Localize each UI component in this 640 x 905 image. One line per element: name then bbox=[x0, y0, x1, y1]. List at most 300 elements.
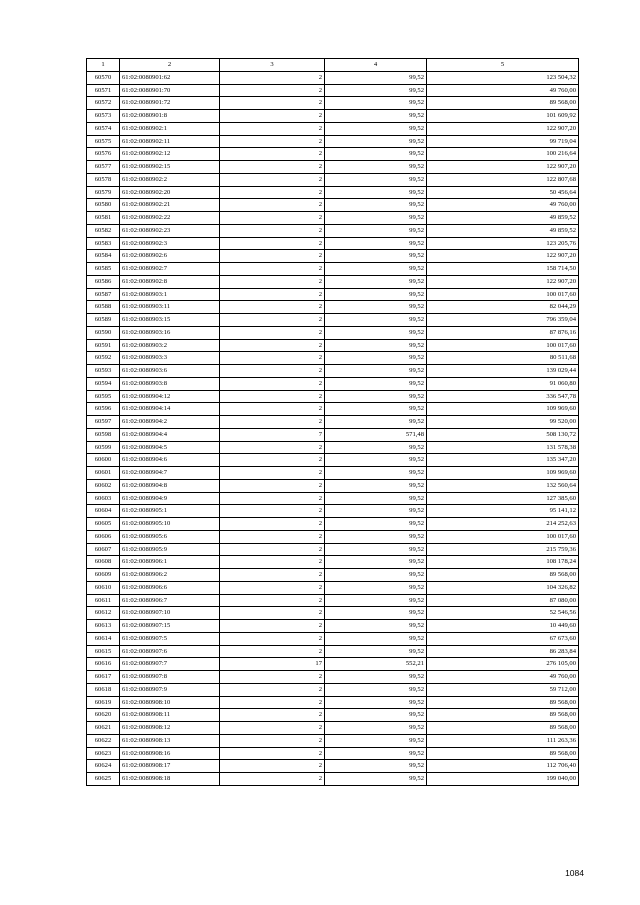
cadastral-number-cell: 61:02:0080908:16 bbox=[120, 747, 220, 760]
table-row bbox=[87, 632, 579, 645]
table-row bbox=[87, 326, 579, 339]
col4-cell: 571,48 bbox=[325, 428, 427, 441]
cadastral-number-cell: 61:02:0080902:6 bbox=[120, 250, 220, 263]
col3-cell: 2 bbox=[220, 186, 325, 199]
col5-cell: 99 520,00 bbox=[427, 416, 579, 429]
col5-cell: 49 760,00 bbox=[427, 671, 579, 684]
col4-cell: 99,52 bbox=[325, 773, 427, 786]
table-row bbox=[87, 71, 579, 84]
cadastral-number-cell: 61:02:0080908:12 bbox=[120, 722, 220, 735]
cadastral-number-cell: 61:02:0080904:12 bbox=[120, 390, 220, 403]
table-row bbox=[87, 110, 579, 123]
col3-cell: 2 bbox=[220, 760, 325, 773]
table-row bbox=[87, 505, 579, 518]
table-row bbox=[87, 250, 579, 263]
page-number: 1084 bbox=[565, 868, 584, 878]
col5-cell: 82 044,29 bbox=[427, 301, 579, 314]
col5-cell: 59 712,00 bbox=[427, 683, 579, 696]
cadastral-number-cell: 61:02:0080908:18 bbox=[120, 773, 220, 786]
col4-cell: 99,52 bbox=[325, 288, 427, 301]
col4-cell: 99,52 bbox=[325, 569, 427, 582]
row-number-cell: 60579 bbox=[87, 186, 120, 199]
col5-cell: 100 017,60 bbox=[427, 288, 579, 301]
col3-cell: 2 bbox=[220, 492, 325, 505]
data-table bbox=[86, 58, 579, 786]
row-number-cell: 60587 bbox=[87, 288, 120, 301]
col4-cell: 99,52 bbox=[325, 760, 427, 773]
table-row bbox=[87, 161, 579, 174]
col4-cell: 99,52 bbox=[325, 683, 427, 696]
table-row bbox=[87, 454, 579, 467]
table-row bbox=[87, 212, 579, 225]
cadastral-number-cell: 61:02:0080902:22 bbox=[120, 212, 220, 225]
col3-cell: 2 bbox=[220, 326, 325, 339]
col5-cell: 122 907,20 bbox=[427, 250, 579, 263]
col3-cell: 2 bbox=[220, 454, 325, 467]
table-row bbox=[87, 377, 579, 390]
cadastral-number-cell: 61:02:0080904:7 bbox=[120, 467, 220, 480]
col3-cell: 2 bbox=[220, 339, 325, 352]
table-row bbox=[87, 122, 579, 135]
table-row bbox=[87, 148, 579, 161]
row-number-cell: 60623 bbox=[87, 747, 120, 760]
table-row bbox=[87, 84, 579, 97]
col4-cell: 99,52 bbox=[325, 237, 427, 250]
col4-cell: 99,52 bbox=[325, 645, 427, 658]
col3-cell: 2 bbox=[220, 620, 325, 633]
row-number-cell: 60614 bbox=[87, 632, 120, 645]
col3-cell: 2 bbox=[220, 212, 325, 225]
col5-cell: 100 216,64 bbox=[427, 148, 579, 161]
col5-cell: 89 568,00 bbox=[427, 709, 579, 722]
col4-cell: 99,52 bbox=[325, 301, 427, 314]
col3-cell: 2 bbox=[220, 683, 325, 696]
row-number-cell: 60622 bbox=[87, 734, 120, 747]
col4-cell: 99,52 bbox=[325, 250, 427, 263]
col3-cell: 2 bbox=[220, 569, 325, 582]
row-number-cell: 60601 bbox=[87, 467, 120, 480]
col3-cell: 2 bbox=[220, 479, 325, 492]
cadastral-number-cell: 61:02:0080901:72 bbox=[120, 97, 220, 110]
col4-cell: 99,52 bbox=[325, 390, 427, 403]
col3-cell: 2 bbox=[220, 709, 325, 722]
col3-cell: 2 bbox=[220, 416, 325, 429]
row-number-cell: 60619 bbox=[87, 696, 120, 709]
col5-cell: 123 205,76 bbox=[427, 237, 579, 250]
col3-cell: 2 bbox=[220, 518, 325, 531]
column-header-3: 3 bbox=[220, 59, 325, 72]
col5-cell: 122 907,20 bbox=[427, 275, 579, 288]
col3-cell: 2 bbox=[220, 110, 325, 123]
column-header-4: 4 bbox=[325, 59, 427, 72]
col5-cell: 49 760,00 bbox=[427, 199, 579, 212]
col3-cell: 2 bbox=[220, 135, 325, 148]
col3-cell: 17 bbox=[220, 658, 325, 671]
cadastral-number-cell: 61:02:0080903:8 bbox=[120, 377, 220, 390]
row-number-cell: 60597 bbox=[87, 416, 120, 429]
col4-cell: 99,52 bbox=[325, 505, 427, 518]
table-row bbox=[87, 173, 579, 186]
table-row bbox=[87, 186, 579, 199]
row-number-cell: 60624 bbox=[87, 760, 120, 773]
table-row bbox=[87, 594, 579, 607]
col3-cell: 2 bbox=[220, 161, 325, 174]
cadastral-number-cell: 61:02:0080901:62 bbox=[120, 71, 220, 84]
row-number-cell: 60615 bbox=[87, 645, 120, 658]
col3-cell: 2 bbox=[220, 365, 325, 378]
table-row bbox=[87, 760, 579, 773]
col5-cell: 89 568,00 bbox=[427, 97, 579, 110]
table-row bbox=[87, 135, 579, 148]
col5-cell: 122 807,68 bbox=[427, 173, 579, 186]
row-number-cell: 60573 bbox=[87, 110, 120, 123]
col4-cell: 99,52 bbox=[325, 467, 427, 480]
row-number-cell: 60625 bbox=[87, 773, 120, 786]
col5-cell: 215 759,36 bbox=[427, 543, 579, 556]
col4-cell: 99,52 bbox=[325, 403, 427, 416]
table-row bbox=[87, 747, 579, 760]
col5-cell: 49 760,00 bbox=[427, 84, 579, 97]
col3-cell: 2 bbox=[220, 441, 325, 454]
row-number-cell: 60602 bbox=[87, 479, 120, 492]
table-row bbox=[87, 237, 579, 250]
col5-cell: 131 578,38 bbox=[427, 441, 579, 454]
col5-cell: 49 859,52 bbox=[427, 224, 579, 237]
table-row bbox=[87, 569, 579, 582]
cadastral-number-cell: 61:02:0080906:7 bbox=[120, 594, 220, 607]
cadastral-number-cell: 61:02:0080907:10 bbox=[120, 607, 220, 620]
col3-cell: 2 bbox=[220, 84, 325, 97]
row-number-cell: 60584 bbox=[87, 250, 120, 263]
cadastral-number-cell: 61:02:0080905:10 bbox=[120, 518, 220, 531]
col3-cell: 2 bbox=[220, 199, 325, 212]
table-row bbox=[87, 683, 579, 696]
row-number-cell: 60583 bbox=[87, 237, 120, 250]
row-number-cell: 60605 bbox=[87, 518, 120, 531]
col4-cell: 99,52 bbox=[325, 479, 427, 492]
row-number-cell: 60578 bbox=[87, 173, 120, 186]
row-number-cell: 60611 bbox=[87, 594, 120, 607]
cadastral-number-cell: 61:02:0080907:15 bbox=[120, 620, 220, 633]
cadastral-number-cell: 61:02:0080907:8 bbox=[120, 671, 220, 684]
row-number-cell: 60571 bbox=[87, 84, 120, 97]
col3-cell: 2 bbox=[220, 122, 325, 135]
table-row bbox=[87, 696, 579, 709]
col3-cell: 2 bbox=[220, 607, 325, 620]
col5-cell: 99 719,04 bbox=[427, 135, 579, 148]
col5-cell: 87 876,16 bbox=[427, 326, 579, 339]
col3-cell: 2 bbox=[220, 71, 325, 84]
col4-cell: 99,52 bbox=[325, 620, 427, 633]
table-row bbox=[87, 671, 579, 684]
column-header-2: 2 bbox=[120, 59, 220, 72]
row-number-cell: 60570 bbox=[87, 71, 120, 84]
cadastral-number-cell: 61:02:0080902:2 bbox=[120, 173, 220, 186]
cadastral-number-cell: 61:02:0080905:1 bbox=[120, 505, 220, 518]
table-row bbox=[87, 275, 579, 288]
col3-cell: 2 bbox=[220, 505, 325, 518]
col5-cell: 127 385,60 bbox=[427, 492, 579, 505]
col4-cell: 99,52 bbox=[325, 747, 427, 760]
col5-cell: 104 326,82 bbox=[427, 581, 579, 594]
table-row bbox=[87, 479, 579, 492]
row-number-cell: 60585 bbox=[87, 263, 120, 276]
col3-cell: 2 bbox=[220, 645, 325, 658]
cadastral-number-cell: 61:02:0080907:5 bbox=[120, 632, 220, 645]
col3-cell: 2 bbox=[220, 224, 325, 237]
row-number-cell: 60576 bbox=[87, 148, 120, 161]
col3-cell: 2 bbox=[220, 734, 325, 747]
col4-cell: 99,52 bbox=[325, 224, 427, 237]
col4-cell: 99,52 bbox=[325, 454, 427, 467]
table-row bbox=[87, 709, 579, 722]
cadastral-number-cell: 61:02:0080902:21 bbox=[120, 199, 220, 212]
col5-cell: 89 568,00 bbox=[427, 722, 579, 735]
col3-cell: 2 bbox=[220, 352, 325, 365]
row-number-cell: 60572 bbox=[87, 97, 120, 110]
col4-cell: 99,52 bbox=[325, 734, 427, 747]
row-number-cell: 60612 bbox=[87, 607, 120, 620]
row-number-cell: 60586 bbox=[87, 275, 120, 288]
col5-cell: 336 547,78 bbox=[427, 390, 579, 403]
col5-cell: 132 560,64 bbox=[427, 479, 579, 492]
col3-cell: 2 bbox=[220, 237, 325, 250]
col4-cell: 99,52 bbox=[325, 173, 427, 186]
col4-cell: 99,52 bbox=[325, 135, 427, 148]
column-header-1: 1 bbox=[87, 59, 120, 72]
table-row bbox=[87, 339, 579, 352]
col5-cell: 100 017,60 bbox=[427, 339, 579, 352]
cadastral-number-cell: 61:02:0080905:6 bbox=[120, 530, 220, 543]
table-row bbox=[87, 556, 579, 569]
row-number-cell: 60595 bbox=[87, 390, 120, 403]
cadastral-number-cell: 61:02:0080908:17 bbox=[120, 760, 220, 773]
cadastral-number-cell: 61:02:0080903:1 bbox=[120, 288, 220, 301]
row-number-cell: 60575 bbox=[87, 135, 120, 148]
table-body bbox=[87, 71, 579, 785]
col4-cell: 99,52 bbox=[325, 339, 427, 352]
row-number-cell: 60588 bbox=[87, 301, 120, 314]
cadastral-number-cell: 61:02:0080905:9 bbox=[120, 543, 220, 556]
row-number-cell: 60603 bbox=[87, 492, 120, 505]
cadastral-number-cell: 61:02:0080906:6 bbox=[120, 581, 220, 594]
table-row bbox=[87, 224, 579, 237]
row-number-cell: 60582 bbox=[87, 224, 120, 237]
col3-cell: 2 bbox=[220, 275, 325, 288]
table-row bbox=[87, 352, 579, 365]
row-number-cell: 60593 bbox=[87, 365, 120, 378]
row-number-cell: 60621 bbox=[87, 722, 120, 735]
cadastral-number-cell: 61:02:0080903:3 bbox=[120, 352, 220, 365]
col4-cell: 99,52 bbox=[325, 530, 427, 543]
cadastral-number-cell: 61:02:0080902:20 bbox=[120, 186, 220, 199]
cadastral-number-cell: 61:02:0080907:7 bbox=[120, 658, 220, 671]
col5-cell: 89 568,00 bbox=[427, 696, 579, 709]
col3-cell: 2 bbox=[220, 632, 325, 645]
col4-cell: 99,52 bbox=[325, 632, 427, 645]
col5-cell: 214 252,63 bbox=[427, 518, 579, 531]
col3-cell: 2 bbox=[220, 556, 325, 569]
col5-cell: 10 449,60 bbox=[427, 620, 579, 633]
cadastral-number-cell: 61:02:0080904:14 bbox=[120, 403, 220, 416]
table-row bbox=[87, 467, 579, 480]
col3-cell: 2 bbox=[220, 594, 325, 607]
table-row bbox=[87, 734, 579, 747]
table-row bbox=[87, 658, 579, 671]
col5-cell: 111 263,36 bbox=[427, 734, 579, 747]
col5-cell: 796 359,04 bbox=[427, 314, 579, 327]
table-row bbox=[87, 492, 579, 505]
col4-cell: 99,52 bbox=[325, 314, 427, 327]
cadastral-number-cell: 61:02:0080903:15 bbox=[120, 314, 220, 327]
table-row bbox=[87, 288, 579, 301]
col5-cell: 101 609,92 bbox=[427, 110, 579, 123]
table-row bbox=[87, 97, 579, 110]
row-number-cell: 60589 bbox=[87, 314, 120, 327]
col4-cell: 99,52 bbox=[325, 416, 427, 429]
col5-cell: 49 859,52 bbox=[427, 212, 579, 225]
col5-cell: 89 568,00 bbox=[427, 569, 579, 582]
col3-cell: 2 bbox=[220, 301, 325, 314]
cadastral-number-cell: 61:02:0080907:9 bbox=[120, 683, 220, 696]
col4-cell: 99,52 bbox=[325, 84, 427, 97]
cadastral-number-cell: 61:02:0080901:8 bbox=[120, 110, 220, 123]
row-number-cell: 60618 bbox=[87, 683, 120, 696]
col3-cell: 2 bbox=[220, 390, 325, 403]
table-row bbox=[87, 518, 579, 531]
col4-cell: 99,52 bbox=[325, 326, 427, 339]
cadastral-number-cell: 61:02:0080902:12 bbox=[120, 148, 220, 161]
table-row bbox=[87, 428, 579, 441]
col3-cell: 2 bbox=[220, 467, 325, 480]
row-number-cell: 60616 bbox=[87, 658, 120, 671]
cadastral-number-cell: 61:02:0080904:2 bbox=[120, 416, 220, 429]
col5-cell: 112 706,40 bbox=[427, 760, 579, 773]
column-header-5: 5 bbox=[427, 59, 579, 72]
col5-cell: 276 105,00 bbox=[427, 658, 579, 671]
table-row bbox=[87, 301, 579, 314]
col4-cell: 99,52 bbox=[325, 709, 427, 722]
table-row bbox=[87, 543, 579, 556]
cadastral-number-cell: 61:02:0080903:2 bbox=[120, 339, 220, 352]
col5-cell: 135 347,20 bbox=[427, 454, 579, 467]
col4-cell: 99,52 bbox=[325, 543, 427, 556]
table-row bbox=[87, 390, 579, 403]
table-row bbox=[87, 645, 579, 658]
col4-cell: 99,52 bbox=[325, 492, 427, 505]
col3-cell: 2 bbox=[220, 377, 325, 390]
row-number-cell: 60591 bbox=[87, 339, 120, 352]
table-row bbox=[87, 263, 579, 276]
row-number-cell: 60600 bbox=[87, 454, 120, 467]
cadastral-number-cell: 61:02:0080904:6 bbox=[120, 454, 220, 467]
row-number-cell: 60613 bbox=[87, 620, 120, 633]
cadastral-number-cell: 61:02:0080906:1 bbox=[120, 556, 220, 569]
cadastral-number-cell: 61:02:0080902:3 bbox=[120, 237, 220, 250]
col4-cell: 99,52 bbox=[325, 365, 427, 378]
table-row bbox=[87, 530, 579, 543]
cadastral-number-cell: 61:02:0080904:4 bbox=[120, 428, 220, 441]
col3-cell: 2 bbox=[220, 250, 325, 263]
col5-cell: 67 673,60 bbox=[427, 632, 579, 645]
col5-cell: 199 040,00 bbox=[427, 773, 579, 786]
col5-cell: 122 907,20 bbox=[427, 122, 579, 135]
row-number-cell: 60580 bbox=[87, 199, 120, 212]
row-number-cell: 60617 bbox=[87, 671, 120, 684]
col3-cell: 2 bbox=[220, 696, 325, 709]
col5-cell: 50 456,64 bbox=[427, 186, 579, 199]
row-number-cell: 60592 bbox=[87, 352, 120, 365]
row-number-cell: 60590 bbox=[87, 326, 120, 339]
row-number-cell: 60574 bbox=[87, 122, 120, 135]
col4-cell: 99,52 bbox=[325, 148, 427, 161]
cadastral-number-cell: 61:02:0080903:11 bbox=[120, 301, 220, 314]
col5-cell: 91 060,80 bbox=[427, 377, 579, 390]
table-row bbox=[87, 314, 579, 327]
row-number-cell: 60620 bbox=[87, 709, 120, 722]
col3-cell: 2 bbox=[220, 97, 325, 110]
col4-cell: 99,52 bbox=[325, 110, 427, 123]
col4-cell: 99,52 bbox=[325, 263, 427, 276]
col5-cell: 89 568,00 bbox=[427, 747, 579, 760]
cadastral-number-cell: 61:02:0080902:7 bbox=[120, 263, 220, 276]
col5-cell: 95 141,12 bbox=[427, 505, 579, 518]
col5-cell: 508 130,72 bbox=[427, 428, 579, 441]
col5-cell: 108 178,24 bbox=[427, 556, 579, 569]
col3-cell: 7 bbox=[220, 428, 325, 441]
col5-cell: 158 714,50 bbox=[427, 263, 579, 276]
col4-cell: 99,52 bbox=[325, 212, 427, 225]
table-row bbox=[87, 403, 579, 416]
col4-cell: 552,21 bbox=[325, 658, 427, 671]
table-row bbox=[87, 365, 579, 378]
table-row bbox=[87, 722, 579, 735]
table-row bbox=[87, 199, 579, 212]
row-number-cell: 60599 bbox=[87, 441, 120, 454]
col5-cell: 100 017,60 bbox=[427, 530, 579, 543]
row-number-cell: 60577 bbox=[87, 161, 120, 174]
table-row bbox=[87, 607, 579, 620]
col4-cell: 99,52 bbox=[325, 518, 427, 531]
col5-cell: 52 546,56 bbox=[427, 607, 579, 620]
col3-cell: 2 bbox=[220, 314, 325, 327]
cadastral-number-cell: 61:02:0080908:13 bbox=[120, 734, 220, 747]
cadastral-number-cell: 61:02:0080904:5 bbox=[120, 441, 220, 454]
col3-cell: 2 bbox=[220, 173, 325, 186]
cadastral-number-cell: 61:02:0080902:23 bbox=[120, 224, 220, 237]
col3-cell: 2 bbox=[220, 747, 325, 760]
col4-cell: 99,52 bbox=[325, 186, 427, 199]
col4-cell: 99,52 bbox=[325, 441, 427, 454]
row-number-cell: 60596 bbox=[87, 403, 120, 416]
col5-cell: 87 080,00 bbox=[427, 594, 579, 607]
row-number-cell: 60594 bbox=[87, 377, 120, 390]
col4-cell: 99,52 bbox=[325, 377, 427, 390]
cadastral-number-cell: 61:02:0080903:6 bbox=[120, 365, 220, 378]
col4-cell: 99,52 bbox=[325, 607, 427, 620]
col4-cell: 99,52 bbox=[325, 97, 427, 110]
col4-cell: 99,52 bbox=[325, 161, 427, 174]
cadastral-number-cell: 61:02:0080904:9 bbox=[120, 492, 220, 505]
col5-cell: 122 907,20 bbox=[427, 161, 579, 174]
col5-cell: 80 511,68 bbox=[427, 352, 579, 365]
col3-cell: 2 bbox=[220, 671, 325, 684]
col4-cell: 99,52 bbox=[325, 556, 427, 569]
col3-cell: 2 bbox=[220, 148, 325, 161]
table-row bbox=[87, 416, 579, 429]
table-row bbox=[87, 581, 579, 594]
col4-cell: 99,52 bbox=[325, 696, 427, 709]
